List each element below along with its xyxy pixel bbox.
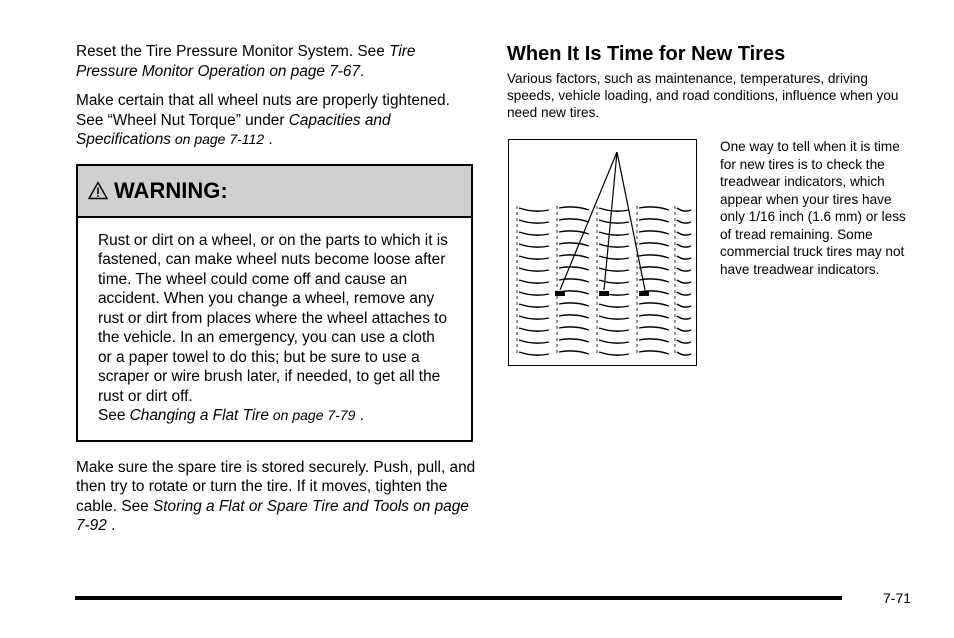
footer-rule: [75, 596, 842, 600]
storing-flat-reference-link[interactable]: Storing a Flat or Spare Tire and Tools on page 7-92: [76, 497, 469, 534]
warning-text: Rust or dirt on a wheel, or on the parts to which it is fastened, can make wheel nuts become loose after time. The wheel could come off and cause an accident. When you change a wheel, remove any rust or dirt from places where the wheel attaches to the vehicle. In an emergency, you can use a cloth or a paper towel to do this; but be sure to use a scraper or wire brush later, if needed, to get all the rust or dirt off.: [98, 231, 448, 405]
warning-box: [76, 164, 473, 442]
wheel-nuts-paragraph: [76, 91, 476, 150]
warning-triangle-icon: [88, 181, 108, 200]
tread-illustration: [508, 139, 697, 366]
capacities-reference-link[interactable]: Capacities and Specifications: [76, 111, 391, 148]
flat-tire-page-ref[interactable]: on page 7-79: [268, 407, 356, 423]
left-column: [76, 42, 476, 536]
section-intro: Various factors, such as maintenance, temperatures, driving speeds, vehicle loading, and road conditions, influence when you need new tires.: [507, 71, 899, 120]
flat-tire-reference-link[interactable]: Changing a Flat Tire: [129, 407, 269, 424]
tpms-reset-text: Reset the Tire Pressure Monitor System. See: [76, 43, 390, 60]
right-column: [507, 42, 907, 121]
section-heading: When It Is Time for New Tires: [507, 43, 786, 65]
warning-header: [78, 166, 471, 218]
capacities-page-ref[interactable]: on page 7-112: [170, 131, 265, 147]
spare-tire-text: Make sure the spare tire is stored securely. Push, pull, and then try to rotate or turn the tire. If it moves, tighten the cable. See: [76, 458, 476, 515]
tpms-reset-end: .: [360, 62, 365, 80]
page-number: 7-71: [883, 590, 912, 606]
warning-title: WARNING:: [114, 177, 228, 203]
wheel-nuts-text: Make certain that all wheel nuts are properly tightened. See “Wheel Nut Torque” under: [76, 92, 450, 129]
warning-body: [78, 218, 471, 440]
spare-tire-end: .: [106, 517, 116, 534]
tpms-reference-link[interactable]: Tire Pressure Monitor Operation on page 7-67: [76, 43, 416, 80]
wheel-nuts-end: .: [264, 131, 273, 148]
warning-see: See: [98, 407, 130, 424]
warning-end: .: [355, 407, 364, 424]
tpms-reset-paragraph: [76, 42, 476, 81]
figure-caption: One way to tell when it is time for new tires is to check the treadwear indicators, which appear when your tires have only 1/16 inch (1.6 mm) or less of tread remaining. Some commercial truck tires may not have treadwear indicators.: [720, 139, 906, 277]
tire-tread-figure: [509, 140, 695, 364]
spare-tire-paragraph: [76, 458, 476, 536]
